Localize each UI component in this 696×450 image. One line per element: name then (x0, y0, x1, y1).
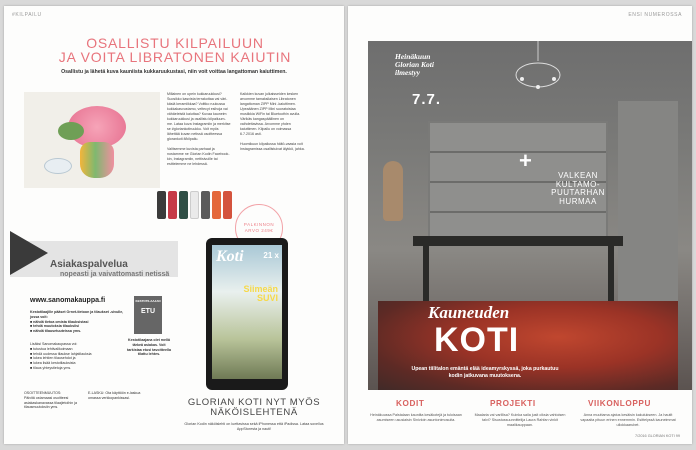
section-title-projekti: PROJEKTI (490, 399, 536, 408)
speaker-orange (212, 191, 221, 219)
section-text-viikonloppu: Anna muuttama ajatus kesäisin kakulukseen. Ja hautit vapaaita pituun erinen ennemmin. Esittelyssä kauneimmat ullokkaarubet. (580, 413, 676, 427)
etu-text: ETU (141, 308, 155, 315)
page-footer: 7/2016 GLORIAN KOTI 99 (635, 434, 680, 438)
kilpailu-tag: #KILPAILU (12, 12, 42, 18)
speaker-red (168, 191, 177, 219)
contest-title (40, 36, 310, 64)
tablet-screen-cover (212, 245, 282, 379)
hero-subtitle: Upean tiilitalon emäntä elää ideamyrskyssä, joka purkautuu kodin jatkuvana muutoksena. (411, 366, 559, 379)
hero-main-title: KOTI (434, 321, 520, 359)
arrow-graphic (10, 231, 48, 275)
left-page (4, 6, 344, 444)
contest-title-line2: JA VOITA LIBRATONEN KAIUTIN (58, 49, 292, 65)
flower-pot-photo (24, 92, 160, 188)
contest-title-line1: OSALLISTU KILPAILUUN (86, 35, 264, 51)
section-text-kodit: Heinäkuussa Palstalaan kauniita kesäkotejä ja tuloisaan asumiseen ususiaisin Sinivloin asuntonimosuita. (370, 413, 462, 422)
section-title-kodit: KODIT (396, 399, 425, 408)
tablet-device (206, 238, 288, 390)
speaker-black (157, 191, 166, 219)
e-invoice-text: E-LASKU: Ota käyttöön e-laskua omassa verkkopankissasi. (88, 391, 141, 400)
etu-description: Kestotilaajana olet mellä tärkeä asiakas. Voit tarkistaa etusi tavoitteella tilattu lehtes. (127, 338, 171, 357)
ad-text-2: Lisäksi Sanomakaupassa voi: ■ tutustua lehtivalikoimaan ■ tehdä uudessa tilaukse lahjatilauksia ■ lukea lehtien tilausehdot ja ■ lukea lisää kestotilauksista ■ tilaus yhteystietoja yms. (30, 342, 92, 370)
address-change-text: OSOITTEENMUUTOS: Päivitä ostamaasi osoitteesi asiakaskanavassa tilaajietoihin ja tilausmuutoksiin yms. (24, 391, 77, 410)
section-title-viikonloppu: VIIKONLOPPU (588, 399, 652, 408)
ad-subtitle: nopeasti ja vaivattomasti netissä (60, 271, 170, 278)
table-leg (608, 246, 614, 306)
mannequin (383, 161, 403, 221)
etu-badge (134, 296, 162, 334)
tablet-headline: Siimeän SUVI (243, 284, 278, 303)
plus-icon: + (519, 148, 532, 173)
table-leg (423, 246, 429, 306)
digital-edition-text: Glorian Kodin näköislehti on luettavissa sekä iPhonessa että iPadissa. Lataa sovellus AppStoresta ja nauti! (184, 422, 324, 431)
digital-title-line2: NÄKÖISLEHTENÄ (210, 407, 298, 418)
next-issue-tag: ENSI NUMEROSSA (628, 12, 682, 18)
tablet-logo: Koti (216, 248, 244, 265)
section-text-projekti: Maalaria vai varillisa? Kuinka saila jusit ciksia vahtoisen talvi? Sisustussuunnittelija Laura Rahfan vinkit maalikauppaan. (474, 413, 566, 427)
ad-title: Asiakaspalvelua (50, 259, 128, 270)
speaker-gray (201, 191, 210, 219)
leaves (58, 122, 84, 140)
speaker-white (190, 191, 199, 219)
shelf (430, 211, 606, 213)
digital-edition-title (179, 398, 329, 418)
release-text: Heinäkuun Glorian Koti ilmestyy (395, 52, 434, 77)
dining-table (413, 236, 623, 246)
ad-text-1: Kestotilaajille pääset Ornet-tietoon ja tilaukset -sivulle, jossa voit: ■ nähdä tietoa omista tilauksistasi ■ tehdä muutoksia tilauksiisi ■ nähdä tilausetuuteissa yms. (30, 310, 124, 334)
contest-text-col2: Kaikkien kuvan julkaisseiden kesken arvomme tamaksilaisen Libratonen langattoman ZIPP Mini -kaiuttimen. Upeaäänen ZIPP Mini suoratoistaa musiikkia WiFin tai Bluetoothin avulla. Värikäs kangaspäällinen on vaihdettavissa. Arvomme yhden kaiuttimen. Kilpailu on voimassa 6.7.2016 asti. Huomikuun kilpailussa häitö-vaasia voit Instagramissa osallistuivat älykkö, jahka. (240, 92, 305, 151)
speaker-green (179, 191, 188, 219)
etu-label: KESTOTILAAJAN (135, 299, 161, 303)
garden-teaser: VALKEAN KULTAMO- PUUTARHAN HURMAA (551, 171, 605, 206)
prize-badge: PALKINNON ARVO 249€ (235, 204, 283, 252)
ad-url[interactable]: www.sanomakauppa.fi (30, 297, 106, 304)
flower-vase (80, 142, 114, 178)
chandelier (508, 41, 568, 101)
door (618, 101, 678, 301)
interior-hero-photo (368, 41, 692, 390)
contest-text-col1: Millainen on upein kukkaruukkusi? Suosikko kasvista terrakottaa vai väri-käsiä keramiikkaa? Voittko ruukussa kukkakasvustamo, veltecyt esihoja vai vähäeleistä kaiuttaa? Kuvaa kauneim kukkaruukkusi ja osallistu kilpailuum-me. Lataa kuva Instagramiin ja merkitse se #gloriankotiruukku. Voit myös lähettää kuvan netissä osoitteessa glorankoti.fi/kilpailu. Valitsemme kuvista parhaat ja nostamme ne Glorian Kodin Facebook-kin, Instagramiin, nettisivuille tai esittelemme ne lehdessä. (167, 92, 231, 166)
shelf (430, 151, 606, 153)
digital-title-line1: GLORIAN KOTI NYT MYÖS (187, 397, 321, 408)
tablet-issue: 21 x (263, 251, 279, 260)
teacup (44, 158, 72, 174)
speaker-coral (223, 191, 232, 219)
right-page (348, 6, 692, 444)
release-date: 7.7. (412, 91, 442, 108)
hero-script-title: Kauneuden (428, 303, 510, 322)
contest-lead: Osallistu ja lähetä kuva kauniista kukkaruukustasi, niin voit voittaa langattoman kaiuttimen. (61, 69, 287, 75)
